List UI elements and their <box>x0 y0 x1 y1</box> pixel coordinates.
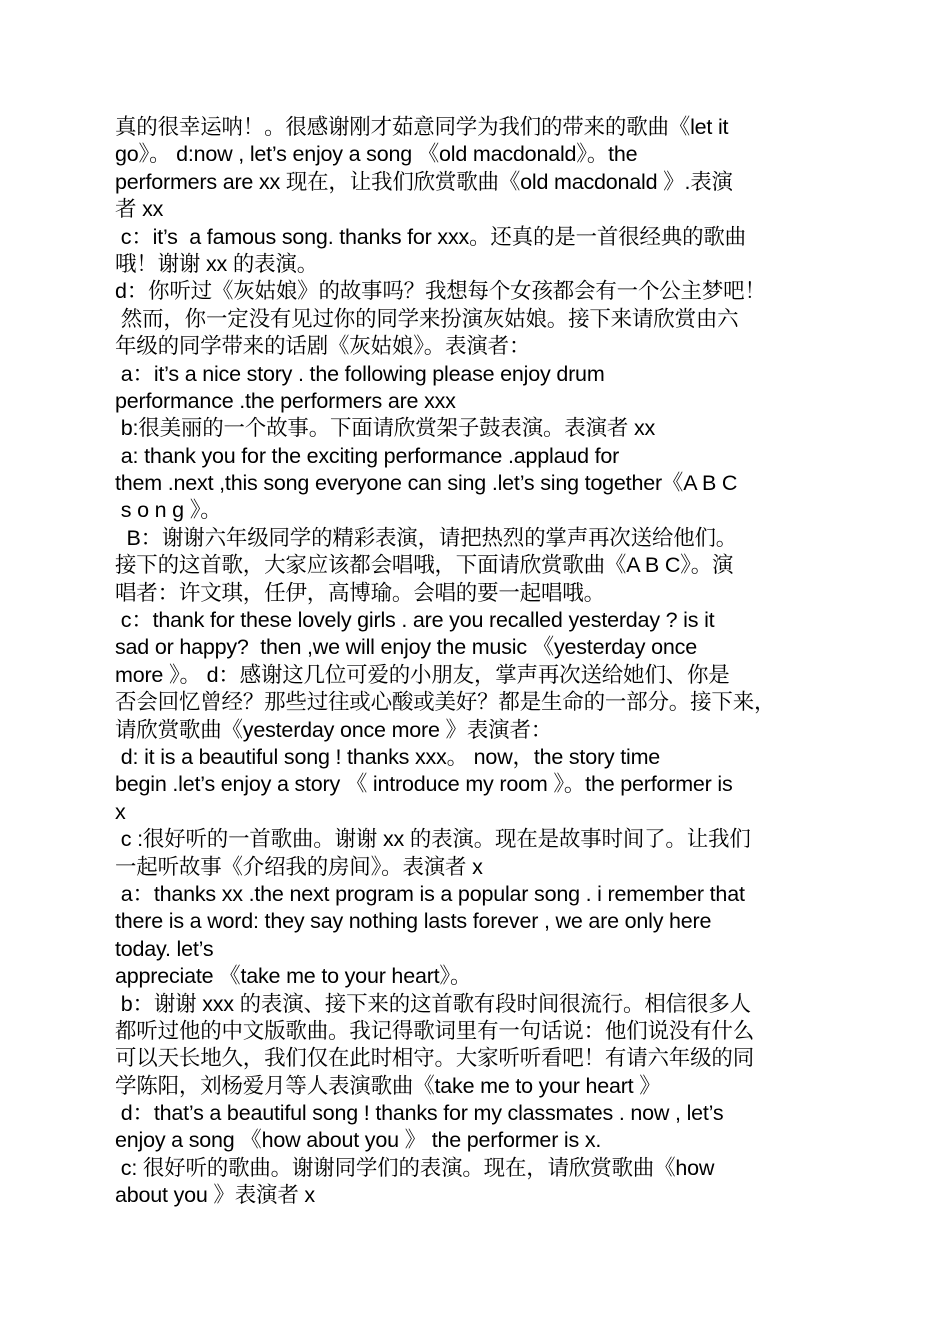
text-line-content: d: it is a beautiful song ! thanks xxx。 now，the story time <box>115 744 661 769</box>
text-line <box>115 963 837 990</box>
text-line <box>115 607 837 634</box>
text-line-content: 一起听故事《介绍我的房间》。表演者 x <box>115 854 483 879</box>
document-body <box>115 114 837 1210</box>
text-line <box>115 717 837 744</box>
text-line-content: 学陈阳，刘杨爱月等人表演歌曲《take me to your heart 》 <box>115 1073 661 1098</box>
text-line-content: x <box>115 799 126 824</box>
text-line <box>115 799 837 826</box>
text-line <box>115 744 837 771</box>
text-line-content: 然而，你一定没有见过你的同学来扮演灰姑娘。接下来请欣赏由六 <box>115 306 739 331</box>
text-line <box>115 333 837 360</box>
text-line-content: performers are xx 现在，让我们欣赏歌曲《old macdonald 》.表演 <box>115 169 733 194</box>
text-line <box>115 1018 837 1045</box>
text-line-content: a：it’s a nice story . the following please enjoy drum <box>115 361 605 386</box>
text-line-content: B：谢谢六年级同学的精彩表演，请把热烈的掌声再次送给他们。 <box>115 525 738 550</box>
text-line <box>115 497 837 524</box>
text-line <box>115 1127 837 1154</box>
text-line <box>115 1155 837 1182</box>
text-line-content: b:很美丽的一个故事。下面请欣赏架子鼓表演。表演者 xx <box>115 416 656 441</box>
text-line-content: enjoy a song 《how about you 》 the performer is x. <box>115 1128 602 1153</box>
text-line <box>115 991 837 1018</box>
text-line-content: today. let’s <box>115 936 214 961</box>
text-line-content: 年级的同学带来的话剧《灰姑娘》。表演者： <box>115 334 531 359</box>
text-line-content: 唱者：许文琪，任伊，高博瑜。会唱的要一起唱哦。 <box>115 580 605 605</box>
text-line-content: 请欣赏歌曲《yesterday once more 》表演者： <box>115 717 553 742</box>
text-line <box>115 525 837 552</box>
text-line-content: about you 》表演者 x <box>115 1183 315 1208</box>
text-line <box>115 634 837 661</box>
text-line <box>115 114 837 141</box>
text-line-content: there is a word: they say nothing lasts forever , we are only here <box>115 909 712 934</box>
text-line <box>115 306 837 333</box>
text-line-content: 真的很幸运呐！。很感谢刚才茹意同学为我们的带来的歌曲《let it <box>115 115 729 139</box>
text-line-content: s o n g 》。 <box>115 498 222 523</box>
text-line-content: d：你听过《灰姑娘》的故事吗？我想每个女孩都会有一个公主梦吧！ <box>115 279 766 304</box>
text-line <box>115 278 837 305</box>
text-line-content: a：thanks xx .the next program is a popular song . i remember that <box>115 881 745 906</box>
text-line-content: 否会回忆曾经？那些过往或心酸或美好？都是生命的一部分。接下来， <box>115 690 776 715</box>
text-line-content: them .next ,this song everyone can sing .let’s sing together《A B C <box>115 471 738 496</box>
text-line-content: performance .the performers are xxx <box>115 388 456 413</box>
text-line <box>115 169 837 196</box>
text-line <box>115 388 837 415</box>
text-line-content: go》。 d:now , let’s enjoy a song 《old macdonald》。the <box>115 142 638 167</box>
text-line <box>115 771 837 798</box>
text-line <box>115 251 837 278</box>
text-line <box>115 1182 837 1209</box>
text-line-content: begin .let’s enjoy a story 《 introduce my room 》。the performer is <box>115 772 733 797</box>
text-line-content: a: thank you for the exciting performance .applaud for <box>115 443 620 468</box>
text-line-content: 哦！谢谢 xx 的表演。 <box>115 251 319 276</box>
text-line <box>115 881 837 908</box>
text-line-content: 可以天长地久，我们仅在此时相守。大家听听看吧！有请六年级的同 <box>115 1046 755 1071</box>
text-line <box>115 1045 837 1072</box>
text-line-content: c: 很好听的歌曲。谢谢同学们的表演。现在，请欣赏歌曲《how <box>115 1155 715 1180</box>
text-line <box>115 854 837 881</box>
text-line-content: 接下的这首歌，大家应该都会唱哦，下面请欣赏歌曲《A B C》。演 <box>115 553 734 578</box>
text-line-content: sad or happy? then ,we will enjoy the music 《yesterday once <box>115 635 697 660</box>
text-line <box>115 552 837 579</box>
text-line-content: b：谢谢 xxx 的表演、接下来的这首歌有段时间很流行。相信很多人 <box>115 991 751 1016</box>
text-line-content: 者 xx <box>115 197 164 222</box>
text-line <box>115 1073 837 1100</box>
text-line-content: appreciate 《take me to your heart》。 <box>115 964 472 989</box>
text-line <box>115 1100 837 1127</box>
text-line-content: 都听过他的中文版歌曲。我记得歌词里有一句话说：他们说没有什么 <box>115 1018 755 1043</box>
text-line <box>115 196 837 223</box>
text-line <box>115 826 837 853</box>
text-line <box>115 936 837 963</box>
text-line <box>115 689 837 716</box>
text-line-content: more 》。 d：感谢这几位可爱的小朋友，掌声再次送给她们、你是 <box>115 662 730 687</box>
text-line <box>115 662 837 689</box>
text-line-content: c :很好听的一首歌曲。谢谢 xx 的表演。现在是故事时间了。让我们 <box>115 827 751 852</box>
text-line <box>115 224 837 251</box>
text-line <box>115 415 837 442</box>
text-line <box>115 361 837 388</box>
text-line <box>115 580 837 607</box>
text-line-content: c：thank for these lovely girls . are you recalled yesterday ? is it <box>115 608 715 633</box>
text-line-content: c：it’s a famous song. thanks for xxx。还真的是一首很经典的歌曲 <box>115 224 746 249</box>
text-line <box>115 141 837 168</box>
text-line-content: d：that’s a beautiful song ! thanks for my classmates . now , let’s <box>115 1101 724 1126</box>
text-line <box>115 470 837 497</box>
text-line <box>115 443 837 470</box>
text-line <box>115 908 837 935</box>
